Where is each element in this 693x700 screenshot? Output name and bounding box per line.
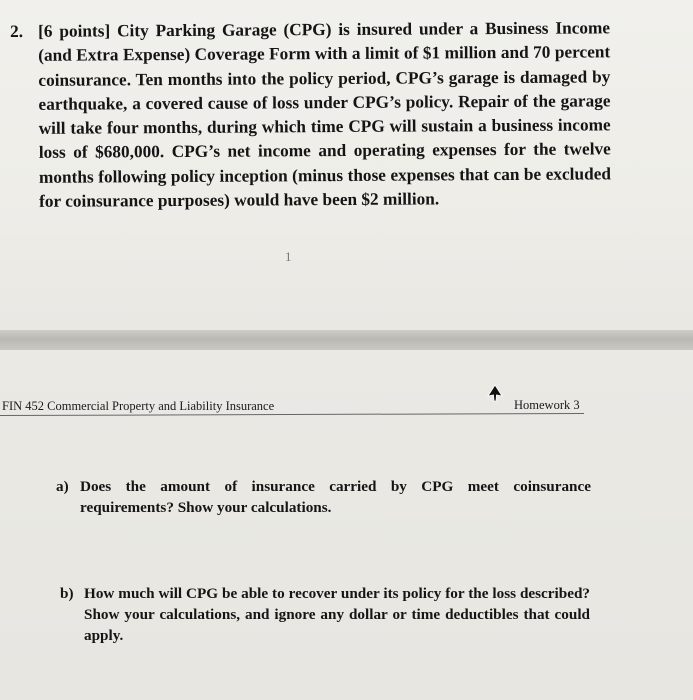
part-a-label: a) <box>56 478 69 495</box>
part-a <box>56 476 591 518</box>
page-separator <box>0 330 693 350</box>
part-a-text: Does the amount of insurance carried by CPG meet coinsurance requirements? Show your calculations. <box>80 478 591 516</box>
footer-assignment: Homework 3 <box>514 398 580 412</box>
page-number: 1 <box>285 249 292 264</box>
part-b-text: How much will CPG be able to recover under its policy for the loss described? Show your calculations, and ignore any dollar or time deductibles that could apply. <box>84 585 590 644</box>
part-b <box>60 583 590 646</box>
question-number: 2. <box>10 21 24 41</box>
question-2 <box>10 16 611 214</box>
part-b-label: b) <box>60 585 74 602</box>
mouse-cursor-icon <box>487 384 503 402</box>
footer-course-title: FIN 452 Commercial Property and Liability Insurance <box>2 399 275 413</box>
question-text: [6 points] City Parking Garage (CPG) is insured under a Business Income (and Extra Expense) Coverage Form with a limit of $1 million and 70 percent coinsurance. Ten months into the policy period, CPG’s garage is damaged by earthquake, a covered cause of loss under CPG’s policy. Repair of the garage will take four months, during which time CPG will sustain a business income loss of $680,000. CPG’s net income and operating expenses for the twelve months following policy inception (minus those expenses that can be excluded for coinsurance purposes) would have been $2 million. <box>38 18 612 211</box>
